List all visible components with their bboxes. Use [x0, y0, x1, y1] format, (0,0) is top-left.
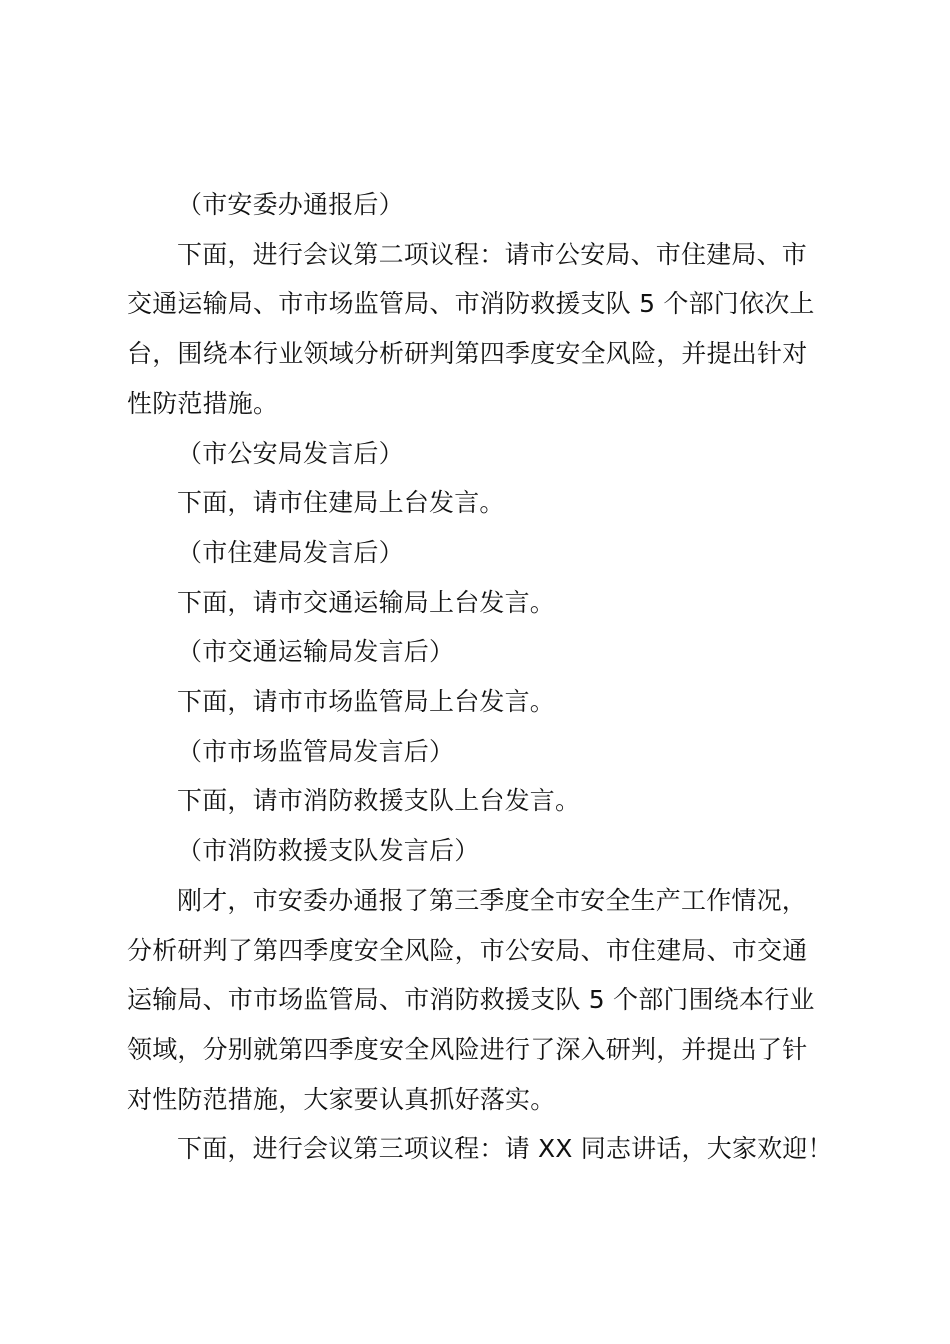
text-line: （市住建局发言后） [177, 537, 404, 567]
paragraph [127, 677, 833, 727]
text-line: （市公安局发言后） [177, 438, 404, 468]
paragraph [127, 627, 833, 677]
text-line: 下面，进行会议第三项议程：请 XX 同志讲话，大家欢迎！ [177, 1134, 833, 1164]
document-body [127, 180, 833, 1174]
paragraph [127, 826, 833, 876]
text-line: 下面，请市消防救援支队上台发言。 [177, 786, 581, 816]
text-line: 下面，进行会议第二项议程：请市公安局、市住建局、市 [177, 239, 808, 269]
text-line: 性防范措施。 [127, 388, 279, 418]
paragraph [127, 727, 833, 777]
paragraph [127, 876, 833, 1125]
paragraph [127, 429, 833, 479]
text-line: 分析研判了第四季度安全风险，市公安局、市住建局、市交通 [127, 935, 808, 965]
text-line: （市交通运输局发言后） [177, 637, 455, 667]
text-line: （市消防救援支队发言后） [177, 836, 480, 866]
text-line: 下面，请市市场监管局上台发言。 [177, 687, 556, 717]
paragraph [127, 478, 833, 528]
text-line: （市市场监管局发言后） [177, 736, 455, 766]
text-line: 对性防范措施，大家要认真抓好落实。 [127, 1084, 556, 1114]
text-line: 交通运输局、市市场监管局、市消防救援支队 5 个部门依次上 [127, 289, 815, 319]
text-line: 台，围绕本行业领域分析研判第四季度安全风险，并提出针对 [127, 339, 808, 369]
text-line: 领域，分别就第四季度安全风险进行了深入研判，并提出了针 [127, 1034, 808, 1064]
paragraph [127, 180, 833, 230]
text-line: （市安委办通报后） [177, 190, 404, 219]
text-line: 下面，请市住建局上台发言。 [177, 488, 505, 518]
paragraph [127, 578, 833, 628]
paragraph [127, 230, 833, 429]
text-line: 运输局、市市场监管局、市消防救援支队 5 个部门围绕本行业 [127, 985, 815, 1015]
paragraph [127, 1124, 833, 1174]
paragraph [127, 528, 833, 578]
paragraph [127, 776, 833, 826]
text-line: 下面，请市交通运输局上台发言。 [177, 587, 556, 617]
text-line: 刚才，市安委办通报了第三季度全市安全生产工作情况， [177, 885, 808, 915]
